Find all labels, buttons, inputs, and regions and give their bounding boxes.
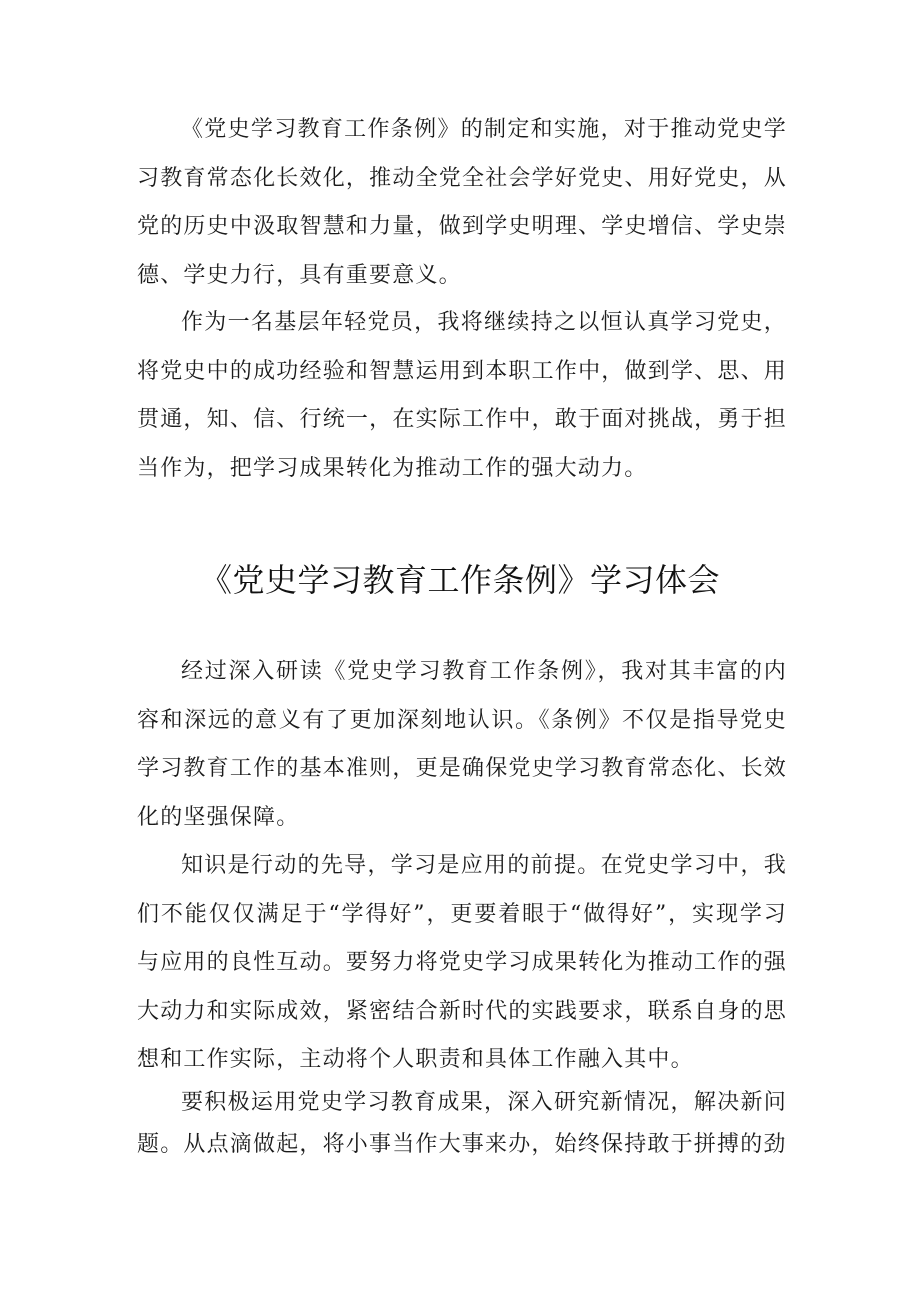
body-paragraph: 要积极运用党史学习教育成果，深入研究新情况，解决新问题。从点滴做起，将小事当作大事来办，始终保持敢于拼搏的劲 xyxy=(137,1090,787,1157)
body-paragraph: 经过深入研读《党史学习教育工作条例》，我对其丰富的内容和深远的意义有了更加深刻地认识。《条例》不仅是指导党史学习教育工作的基本准则，更是确保党史学习教育常态化、长效化的坚强保障。 xyxy=(137,659,787,830)
body-paragraph: 知识是行动的先导，学习是应用的前提。在党史学习中，我们不能仅仅满足于“学得好”，更要着眼于“做得好”，实现学习与应用的良性互动。要努力将党史学习成果转化为推动工作的强大动力和实际成效，紧密结合新时代的实践要求，联系自身的思想和工作实际，主动将个人职责和具体工作融入其中。 xyxy=(137,853,787,1072)
section-title: 《党史学习教育工作条例》学习体会 xyxy=(199,561,720,599)
body-paragraph: 作为一名基层年轻党员，我将继续持之以恒认真学习党史，将党史中的成功经验和智慧运用到本职工作中，做到学、思、用贯通，知、信、行统一，在实际工作中，敢于面对挑战，勇于担当作为，把学习成果转化为推动工作的强大动力。 xyxy=(137,310,787,481)
body-paragraph: 《党史学习教育工作条例》的制定和实施，对于推动党史学习教育常态化长效化，推动全党全社会学好党史、用好党史，从党的历史中汲取智慧和力量，做到学史明理、学史增信、学史崇德、学史力行，具有重要意义。 xyxy=(137,117,787,288)
